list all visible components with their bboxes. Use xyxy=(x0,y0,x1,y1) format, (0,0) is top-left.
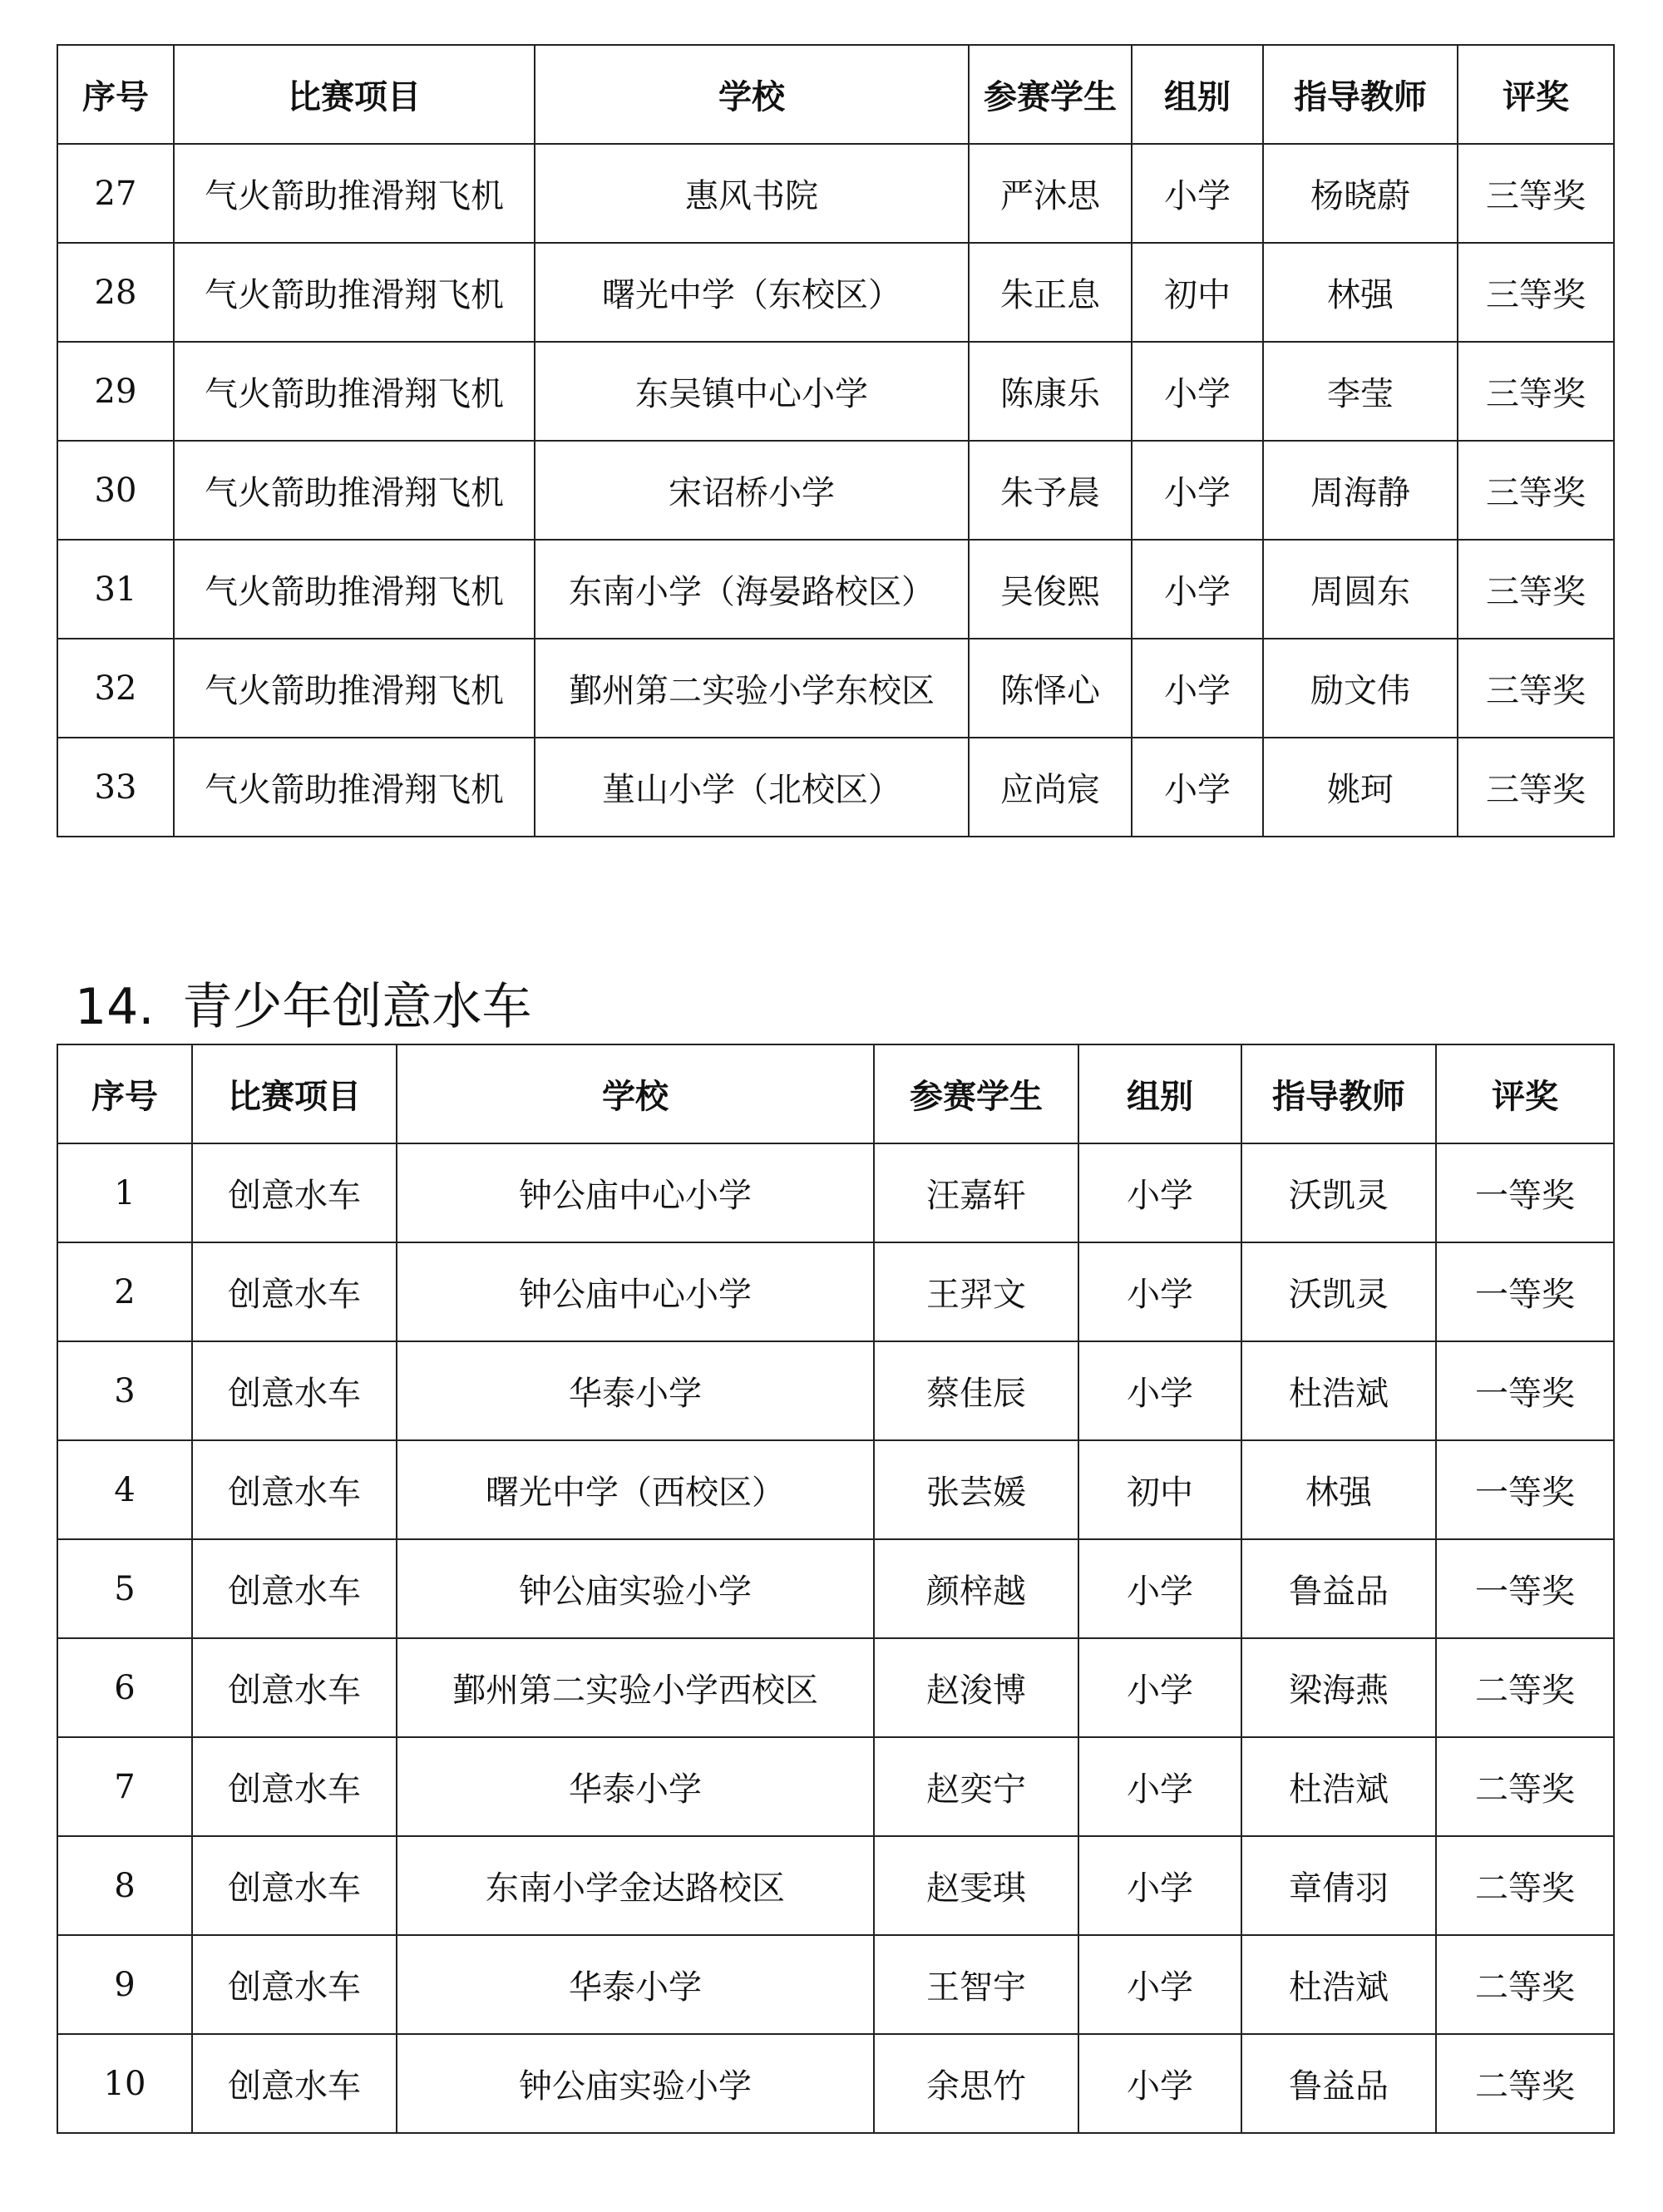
cell-teacher: 杜浩斌 xyxy=(1241,1737,1436,1836)
cell-group: 小学 xyxy=(1078,1935,1241,2034)
cell-student: 赵奕宁 xyxy=(874,1737,1078,1836)
section-number: 14. xyxy=(75,978,155,1036)
cell-group: 小学 xyxy=(1132,738,1263,837)
cell-school: 华泰小学 xyxy=(397,1341,874,1440)
cell-index: 32 xyxy=(57,639,174,738)
cell-student: 余思竹 xyxy=(874,2034,1078,2133)
cell-student: 陈怿心 xyxy=(969,639,1132,738)
header-school: 学校 xyxy=(535,45,969,144)
cell-group: 小学 xyxy=(1132,342,1263,441)
cell-teacher: 林强 xyxy=(1263,243,1458,342)
cell-school: 宋诏桥小学 xyxy=(535,441,969,540)
header-award: 评奖 xyxy=(1458,45,1614,144)
cell-school: 惠风书院 xyxy=(535,144,969,243)
cell-student: 张芸媛 xyxy=(874,1440,1078,1539)
cell-index: 28 xyxy=(57,243,174,342)
cell-teacher: 林强 xyxy=(1241,1440,1436,1539)
cell-teacher: 章倩羽 xyxy=(1241,1836,1436,1935)
cell-index: 5 xyxy=(57,1539,192,1638)
cell-event: 创意水车 xyxy=(192,1935,397,2034)
cell-event: 气火箭助推滑翔飞机 xyxy=(174,639,535,738)
table-row xyxy=(57,540,1614,639)
table-row xyxy=(57,1242,1614,1341)
results-table-water-wheel xyxy=(57,1044,1615,2134)
cell-school: 鄞州第二实验小学西校区 xyxy=(397,1638,874,1737)
table-row xyxy=(57,243,1614,342)
cell-school: 钟公庙实验小学 xyxy=(397,2034,874,2133)
cell-student: 汪嘉轩 xyxy=(874,1143,1078,1242)
cell-student: 赵浚博 xyxy=(874,1638,1078,1737)
cell-event: 气火箭助推滑翔飞机 xyxy=(174,540,535,639)
table-row xyxy=(57,639,1614,738)
cell-index: 29 xyxy=(57,342,174,441)
cell-award: 二等奖 xyxy=(1436,2034,1614,2133)
cell-award: 三等奖 xyxy=(1458,243,1614,342)
cell-award: 一等奖 xyxy=(1436,1440,1614,1539)
cell-student: 朱予晨 xyxy=(969,441,1132,540)
cell-teacher: 周海静 xyxy=(1263,441,1458,540)
results-table-rocket-glider xyxy=(57,44,1615,837)
cell-award: 三等奖 xyxy=(1458,144,1614,243)
header-student: 参赛学生 xyxy=(969,45,1132,144)
cell-teacher: 李莹 xyxy=(1263,342,1458,441)
cell-event: 创意水车 xyxy=(192,1440,397,1539)
cell-event: 创意水车 xyxy=(192,1737,397,1836)
table-row xyxy=(57,1935,1614,2034)
cell-student: 蔡佳辰 xyxy=(874,1341,1078,1440)
header-index: 序号 xyxy=(57,45,174,144)
cell-event: 气火箭助推滑翔飞机 xyxy=(174,441,535,540)
cell-event: 创意水车 xyxy=(192,1539,397,1638)
header-school: 学校 xyxy=(397,1044,874,1143)
cell-group: 小学 xyxy=(1078,1242,1241,1341)
cell-teacher: 姚珂 xyxy=(1263,738,1458,837)
cell-school: 曙光中学（西校区） xyxy=(397,1440,874,1539)
cell-student: 王羿文 xyxy=(874,1242,1078,1341)
cell-group: 初中 xyxy=(1132,243,1263,342)
cell-index: 3 xyxy=(57,1341,192,1440)
cell-student: 朱正息 xyxy=(969,243,1132,342)
cell-group: 小学 xyxy=(1132,144,1263,243)
cell-award: 三等奖 xyxy=(1458,441,1614,540)
cell-index: 4 xyxy=(57,1440,192,1539)
cell-student: 吴俊熙 xyxy=(969,540,1132,639)
cell-teacher: 励文伟 xyxy=(1263,639,1458,738)
cell-award: 一等奖 xyxy=(1436,1341,1614,1440)
cell-student: 应尚宸 xyxy=(969,738,1132,837)
cell-group: 小学 xyxy=(1078,1836,1241,1935)
cell-group: 小学 xyxy=(1078,1539,1241,1638)
cell-group: 小学 xyxy=(1078,2034,1241,2133)
cell-group: 小学 xyxy=(1132,639,1263,738)
cell-teacher: 鲁益品 xyxy=(1241,1539,1436,1638)
cell-school: 华泰小学 xyxy=(397,1935,874,2034)
header-teacher: 指导教师 xyxy=(1241,1044,1436,1143)
cell-school: 曙光中学（东校区） xyxy=(535,243,969,342)
section-heading xyxy=(75,967,531,1039)
cell-event: 气火箭助推滑翔飞机 xyxy=(174,738,535,837)
cell-teacher: 杜浩斌 xyxy=(1241,1935,1436,2034)
cell-school: 东南小学金达路校区 xyxy=(397,1836,874,1935)
cell-award: 三等奖 xyxy=(1458,639,1614,738)
cell-index: 33 xyxy=(57,738,174,837)
table-row xyxy=(57,1440,1614,1539)
cell-index: 7 xyxy=(57,1737,192,1836)
cell-award: 三等奖 xyxy=(1458,540,1614,639)
cell-index: 1 xyxy=(57,1143,192,1242)
cell-award: 一等奖 xyxy=(1436,1143,1614,1242)
cell-school: 钟公庙实验小学 xyxy=(397,1539,874,1638)
cell-event: 创意水车 xyxy=(192,1143,397,1242)
cell-student: 陈康乐 xyxy=(969,342,1132,441)
header-index: 序号 xyxy=(57,1044,192,1143)
cell-group: 小学 xyxy=(1078,1143,1241,1242)
header-group: 组别 xyxy=(1078,1044,1241,1143)
cell-index: 10 xyxy=(57,2034,192,2133)
cell-award: 一等奖 xyxy=(1436,1242,1614,1341)
cell-group: 小学 xyxy=(1132,540,1263,639)
cell-school: 钟公庙中心小学 xyxy=(397,1143,874,1242)
header-event: 比赛项目 xyxy=(174,45,535,144)
cell-student: 严沐思 xyxy=(969,144,1132,243)
table-row xyxy=(57,1539,1614,1638)
table-row xyxy=(57,1341,1614,1440)
cell-teacher: 沃凯灵 xyxy=(1241,1242,1436,1341)
cell-student: 颜梓越 xyxy=(874,1539,1078,1638)
cell-award: 二等奖 xyxy=(1436,1737,1614,1836)
cell-group: 小学 xyxy=(1078,1737,1241,1836)
table-row xyxy=(57,1143,1614,1242)
cell-teacher: 梁海燕 xyxy=(1241,1638,1436,1737)
cell-school: 堇山小学（北校区） xyxy=(535,738,969,837)
table-row xyxy=(57,342,1614,441)
cell-school: 东南小学（海晏路校区） xyxy=(535,540,969,639)
cell-event: 创意水车 xyxy=(192,1341,397,1440)
cell-teacher: 沃凯灵 xyxy=(1241,1143,1436,1242)
cell-index: 9 xyxy=(57,1935,192,2034)
header-event: 比赛项目 xyxy=(192,1044,397,1143)
cell-event: 气火箭助推滑翔飞机 xyxy=(174,243,535,342)
header-award: 评奖 xyxy=(1436,1044,1614,1143)
header-group: 组别 xyxy=(1132,45,1263,144)
table-header-row xyxy=(57,45,1614,144)
table-row xyxy=(57,144,1614,243)
cell-school: 东吴镇中心小学 xyxy=(535,342,969,441)
cell-index: 8 xyxy=(57,1836,192,1935)
cell-award: 二等奖 xyxy=(1436,1935,1614,2034)
cell-student: 王智宇 xyxy=(874,1935,1078,2034)
cell-event: 创意水车 xyxy=(192,1242,397,1341)
cell-index: 31 xyxy=(57,540,174,639)
cell-award: 三等奖 xyxy=(1458,342,1614,441)
cell-index: 27 xyxy=(57,144,174,243)
header-student: 参赛学生 xyxy=(874,1044,1078,1143)
cell-group: 小学 xyxy=(1078,1341,1241,1440)
cell-award: 二等奖 xyxy=(1436,1836,1614,1935)
cell-teacher: 鲁益品 xyxy=(1241,2034,1436,2133)
cell-award: 二等奖 xyxy=(1436,1638,1614,1737)
cell-teacher: 杨晓蔚 xyxy=(1263,144,1458,243)
cell-event: 气火箭助推滑翔飞机 xyxy=(174,144,535,243)
table-row xyxy=(57,1836,1614,1935)
cell-teacher: 周圆东 xyxy=(1263,540,1458,639)
cell-award: 一等奖 xyxy=(1436,1539,1614,1638)
cell-index: 6 xyxy=(57,1638,192,1737)
cell-school: 钟公庙中心小学 xyxy=(397,1242,874,1341)
cell-group: 小学 xyxy=(1132,441,1263,540)
table-row xyxy=(57,1737,1614,1836)
cell-school: 华泰小学 xyxy=(397,1737,874,1836)
table-row xyxy=(57,2034,1614,2133)
cell-event: 创意水车 xyxy=(192,2034,397,2133)
cell-student: 赵雯琪 xyxy=(874,1836,1078,1935)
cell-group: 小学 xyxy=(1078,1638,1241,1737)
cell-event: 创意水车 xyxy=(192,1836,397,1935)
cell-index: 2 xyxy=(57,1242,192,1341)
header-teacher: 指导教师 xyxy=(1263,45,1458,144)
cell-group: 初中 xyxy=(1078,1440,1241,1539)
cell-event: 创意水车 xyxy=(192,1638,397,1737)
cell-school: 鄞州第二实验小学东校区 xyxy=(535,639,969,738)
table-row xyxy=(57,441,1614,540)
cell-event: 气火箭助推滑翔飞机 xyxy=(174,342,535,441)
cell-teacher: 杜浩斌 xyxy=(1241,1341,1436,1440)
table-row xyxy=(57,1638,1614,1737)
cell-index: 30 xyxy=(57,441,174,540)
table-header-row xyxy=(57,1044,1614,1143)
section-title: 青少年创意水车 xyxy=(182,978,532,1036)
cell-award: 三等奖 xyxy=(1458,738,1614,837)
table-row xyxy=(57,738,1614,837)
